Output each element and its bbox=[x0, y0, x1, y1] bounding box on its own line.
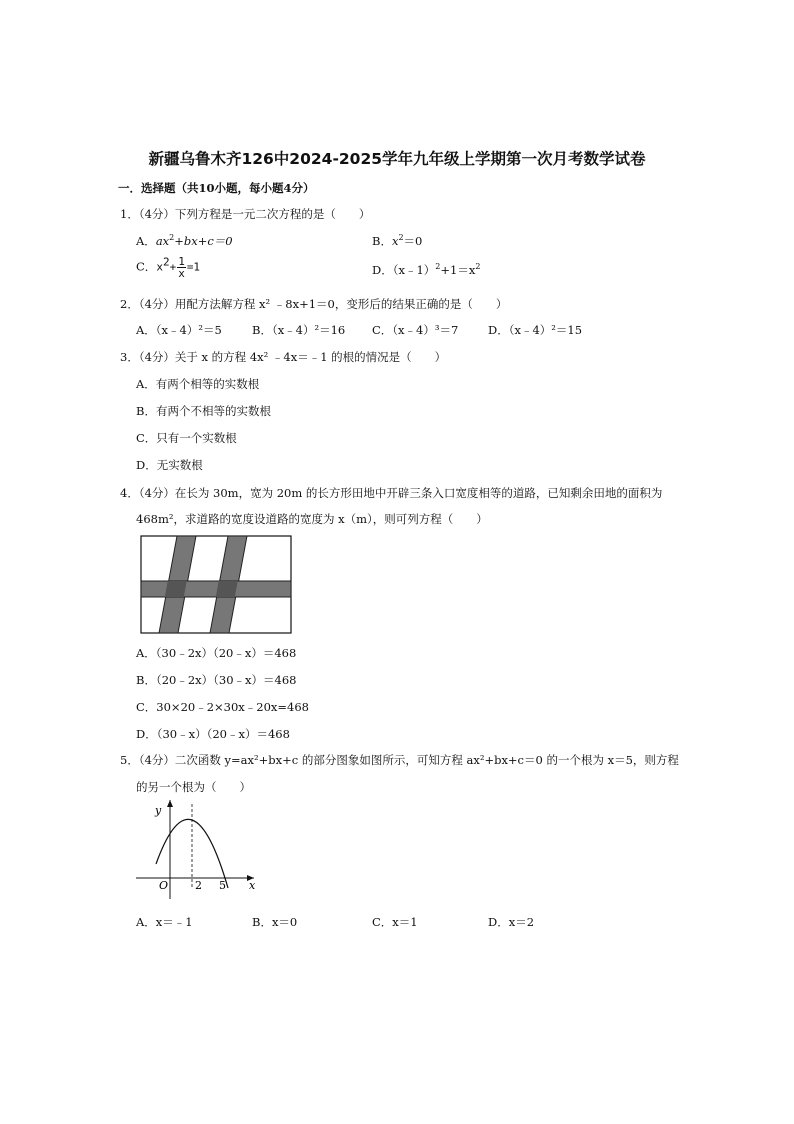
question-1-option-a[interactable]: A．$ax^2+bx+c=0$ bbox=[136, 233, 233, 248]
tick-label-5: 5 bbox=[219, 879, 226, 892]
question-4-stem-line-2: 468m²，求道路的宽度设道路的宽度为 x（m），则可列方程（ ） bbox=[136, 512, 488, 526]
fraction: $\frac{1}{x}$ bbox=[178, 255, 185, 280]
question-3-option-b[interactable]: B．有两个不相等的实数根 bbox=[136, 404, 271, 418]
question-4-option-b[interactable]: B．（20﹣2x）（30﹣x）＝468 bbox=[136, 673, 297, 687]
question-5-stem-line-1: 5．（4分）二次函数 y=ax²+bx+c 的部分图象如图所示，可知方程 ax²+bx+c＝0 的一个根为 x＝5，则方程 bbox=[120, 753, 679, 767]
question-3-option-c[interactable]: C．只有一个实数根 bbox=[136, 431, 237, 445]
field-roads-figure bbox=[140, 535, 292, 635]
question-2-stem: 2．（4分）用配方法解方程 x² ﹣8x+1＝0，变形后的结果正确的是（ ） bbox=[120, 297, 508, 311]
question-4-option-a[interactable]: A．（30﹣2x）（20﹣x）＝468 bbox=[136, 646, 297, 660]
horizontal-road bbox=[141, 581, 291, 597]
y-axis-arrow bbox=[167, 800, 173, 807]
y-axis-label: y bbox=[155, 804, 162, 817]
question-5-option-b[interactable]: B．x＝0 bbox=[252, 915, 298, 929]
section-heading: 一．选择题（共10小题，每小题4分） bbox=[118, 181, 315, 195]
road-overlap-left bbox=[165, 581, 187, 597]
question-5-option-a[interactable]: A．x＝﹣1 bbox=[136, 915, 193, 929]
x-axis-label: x bbox=[249, 879, 256, 892]
question-2-option-c[interactable]: C．（x﹣4）³＝7 bbox=[372, 323, 459, 337]
question-1-option-b[interactable]: B．$x^2=0$ bbox=[372, 233, 423, 248]
question-5-stem-line-2: 的另一个根为（ ） bbox=[136, 780, 251, 794]
question-1-option-d[interactable]: D．$(x﹣1)^2+1=x^2$ bbox=[372, 262, 481, 277]
road-overlap-right bbox=[216, 581, 238, 597]
question-5-option-c[interactable]: C．x＝1 bbox=[372, 915, 418, 929]
question-3-option-d[interactable]: D．无实数根 bbox=[136, 458, 203, 472]
question-4-option-c[interactable]: C．30×20﹣2×30x﹣20x=468 bbox=[136, 700, 309, 714]
question-2-option-a[interactable]: A．（x﹣4）²＝5 bbox=[136, 323, 222, 337]
question-1-stem: 1．（4分）下列方程是一元二次方程的是（ ） bbox=[120, 207, 371, 221]
question-2-option-d[interactable]: D．（x﹣4）²＝15 bbox=[488, 323, 583, 337]
parabola-graph bbox=[130, 796, 260, 906]
question-3-stem: 3．（4分）关于 x 的方程 4x² ﹣4x＝﹣1 的根的情况是（ ） bbox=[120, 350, 447, 364]
question-3-option-a[interactable]: A．有两个相等的实数根 bbox=[136, 377, 260, 391]
question-5-option-d[interactable]: D．x＝2 bbox=[488, 915, 535, 929]
origin-label: O bbox=[159, 879, 169, 892]
question-1-option-c[interactable]: C．$x^2+$ $\frac{1}{x}$ =1 bbox=[136, 255, 201, 280]
question-4-stem-line-1: 4．（4分）在长为 30m，宽为 20m 的长方形田地中开辟三条入口宽度相等的道路，已知剩余田地的面积为 bbox=[120, 486, 663, 500]
question-2-option-b[interactable]: B．（x﹣4）²＝16 bbox=[252, 323, 346, 337]
tick-label-2: 2 bbox=[195, 879, 202, 892]
question-4-option-d[interactable]: D．（30﹣x）（20﹣x）＝468 bbox=[136, 727, 290, 741]
page-title: 新疆乌鲁木齐126中2024-2025学年九年级上学期第一次月考数学试卷 bbox=[148, 150, 646, 168]
